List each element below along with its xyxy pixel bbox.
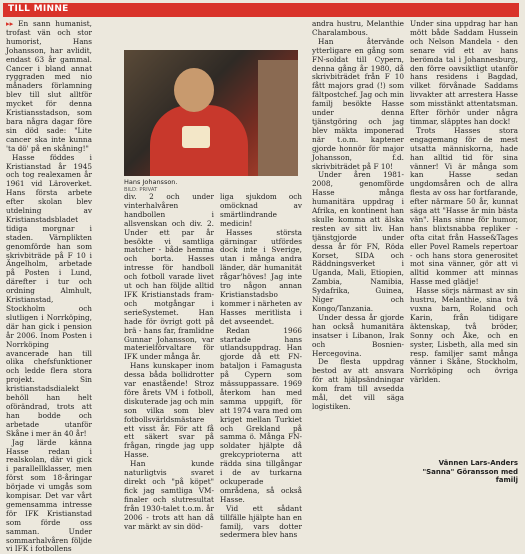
signature-line: "Sanna" Göransson med: [422, 467, 518, 476]
paragraph: Under dessa år gjorde han också humanitära insatser i Libanon, Irak och Bosnien-Hercegovina.: [312, 312, 404, 358]
paragraph: andra hustru, Melanthie Charalambous.: [312, 19, 404, 37]
paragraph: liga sjukdom och omöcknad av smärtlindrande medicin!: [220, 192, 302, 228]
paragraph: Under sina uppdrag har han mött både Saddam Hussein och Nelson Mandela - den senare vid ett av hans berömda tal i Johannesburg, den förre oavsiktligt utanför hans residens i Bagdad, vilket förvånade Saddams livvakter att arrestera Hasse som misstänkt attentatsman. Efter förhör under några timmar, släpptes han dock!: [410, 19, 518, 126]
intro-text: En sann humanist, trofast vän och stor humorist, Hans Johansson, har avlidit, endast 63 år gammal. Cancer i bland annat ryggraden med nio månaders förlamning blev till slut alltför mycket för denna Kristiansstadson, som bara några dagar före sin död sade: "Lite cancer ska inte kunna 'ta dö' på en skåning!": [6, 19, 93, 153]
column-4: [312, 20, 404, 412]
paragraph: Vid ett sådant tillfälle hjälpte han en familj, vars dotter sedermera blev hans: [220, 503, 302, 540]
intro-paragraph: [6, 20, 92, 154]
column-2: [124, 193, 214, 531]
paragraph: Redan 1966 startade hans utlandsuppdrag. Han gjorde då ett FN-bataljon i Famagusta på Cypern som mässuppassare. 1969 återkom han med samma uppgift, för att 1974 vara med om kriget mellan Turkiet och Grekland på samma ö. Många FN-soldater hjälpte då grekcyprioterna att rädda sina tillgångar i de av turkarna ockuperade områdena, så också Hasse.: [220, 325, 302, 504]
section-title: TILL MINNE: [8, 4, 69, 14]
paragraph: div. 2 och under vinterhalvåren handbollen i allsvenskan och div. 2. Under ett par år besökte vi samtliga matcher - både hemma och borta. Hasses intresse för handboll och fotboll varade livet ut och han följde alltid IFK Kristianstads fram- och motgångar i serieSystemet. Han hade för övrigt gott på brä - hans far, framlidne Gunnar Johansson, var materielförvaltare för IFK under många år.: [124, 192, 214, 362]
column-3: [220, 193, 302, 540]
paragraph: Hans kunskaper inom dessa båda bollidrotter var enastående! Stroz före årets VM i fotboll, diskuterade jag och min son vilka som blev fotbollsvärldsmästare ett visst år. För att få ett säkert svar på frågan, ringde jag upp Hasse.: [124, 361, 214, 460]
paragraph: Hasse sörjs närmast av sin hustru, Melanthie, sina två vuxna barn, Roland och Karin, från tidigare äktenskap, två bröder, Sonny och Åke, och en syster, Lisbeth, alla med sin resp. familjer samt många vänner i Skåne, Stockholm, Norrköping och övriga världen.: [410, 286, 518, 385]
paragraph: Han återvände ytterligare en gång som FN-soldat till Cypern, denna gång år 1980, då skrivbiträdet från F 10 fått majors grad (!) som fältpostchef. Jag och min familj besökte Hasse under denna tjänstgöring och jag blev mäkta imponerad när t.o.m. kaptener gjorde honnör för major Johansson, f.d. skrivbiträdet på F 10!: [312, 36, 404, 171]
signature-line: Vännen Lars-Anders: [438, 459, 518, 467]
paragraph: Hasses största gärningar utfördes dock inte i Sverige, utan i många andra länder, där humanität rågar'höves! Jag inte tro någon annan Kristianstadsbo kommer i närheten av Hasses meritlista i det avseendet.: [220, 227, 302, 326]
arrow-icon: ▸▸: [6, 19, 14, 28]
section-header: [3, 3, 519, 17]
signature: [410, 459, 518, 485]
photo-credit: BILD: PRIVAT: [124, 187, 158, 193]
paragraph: Hasse föddes i Kristianstad år 1945 och tog realexamen år 1961 vid Läroverket. Hans första arbete efter skolan blev utdelning av Kristianstadsbladet tidiga morgnar i staden. Värnplikten genomförde han som skrivbiträde på F 10 i Ängelholm, arbetade på Posten i Lund, därefter i tur och ordning Almhult, Kristianstad, Stockholm och slutligen i Norrköping, där han gick i pension år 2006. Inom Posten i Norrköping avancerade han till olika chefsfunktioner och ledde flera stora projekt. Sin kristianstadsdialekt behöll han helt oförändrad, trots att han bodde och arbetade utanför Skåne i mer än 40 år!: [6, 152, 92, 438]
paragraph: De flesta uppdrag bestod av att ansvara för att hjälpsändningar kom fram till avsedda mål, det vill säga logistiken.: [312, 357, 404, 411]
column-5: [410, 20, 518, 385]
portrait-photo: [124, 50, 298, 176]
paragraph: Jag lärde känna Hasse redan i realskolan, där vi gick i parallellklasser, men först som 18-åringar började vi umgås som kompisar. Det var vårt gemensamma intresse för IFK Kristianstad som förde oss samman. Under sommarhalvåren följde vi IFK i fotbollens: [6, 437, 92, 554]
signature-line: familj: [495, 476, 518, 484]
caption-name: Hans Johansson.: [124, 178, 178, 186]
paragraph: Han kunde naturligtvis svaret direkt och "på köpet" fick jag samtliga VM-finaler och slutresultat från 1930-talet t.o.m. år 2006 - trots att han då var märkt av sin död-: [124, 459, 214, 531]
paragraph: Under åren 1981-2008, genomförde Hasse många humanitära uppdrag i Afrika, en kontinent han skulle komma att älska resten av sitt liv. Han tjänstgjorde under dessa år för FN, Röda Korset, SIDA och Räddningsverket i Uganda, Mali, Etiopien, Zambia, Namibia, Sydafrika, Guinea, Niger och Kongo/Tanzania.: [312, 170, 404, 313]
column-1: [6, 20, 92, 554]
paragraph: Trots Hasses stora engagemang för de mest utsatta människorna, hade han alltid tid för sina vänner! Vi är många som kan Hasse sedan ungdomsåren och de allra flesta av oss har fortfarande, efter närmare 50 år, kunnat säga att "Hasse är min bästa vän". Hans sinne för humor, hans blixtsnabba repliker - ofta citat från Hasse&Tages eller Povel Ramels repertoar - och hans stora generositet mot sina vänner, gör att vi alltid kommer att minnas Hasse med glädje!: [410, 125, 518, 287]
